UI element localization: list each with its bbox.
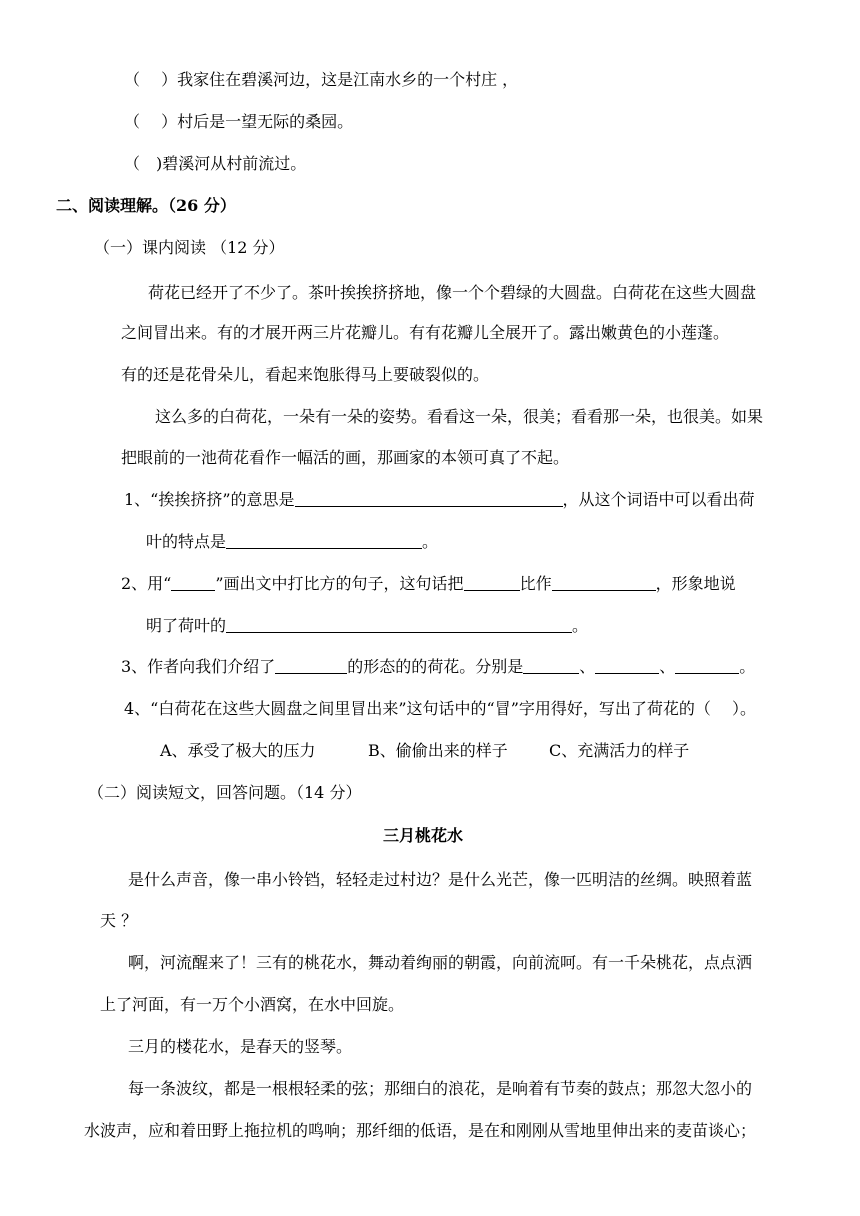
answer-blank[interactable] — [675, 657, 739, 674]
q4-option-b[interactable]: B、偷偷出来的样子 — [368, 741, 508, 760]
passage2-line-3: 啊，河流醒来了！三有的桃花水，舞动着绚丽的朝霞，向前流呵。有一千朵桃花，点点洒 — [128, 953, 753, 972]
answer-blank[interactable] — [552, 574, 656, 591]
passage2-line-2: 天 ？ — [100, 911, 138, 930]
passage1-line-4: 这么多的白荷花，一朵有一朵的姿势。看看这一朵，很美；看看那一朵，也很美。如果 — [155, 407, 764, 426]
part1-heading: （一）课内阅读 （12 分） — [94, 238, 285, 257]
answer-blank[interactable] — [523, 657, 579, 674]
passage2-line-4: 上了河面，有一万个小酒窝，在水中回旋。 — [100, 995, 405, 1014]
passage2-line-6: 每一条波纹，都是一根根轻柔的弦；那细白的浪花，是响着有节奏的鼓点；那忽大忽小的 — [128, 1079, 753, 1098]
top-item-2: （ ）村后是一望无际的桑园。 — [124, 112, 354, 131]
part2-heading: （二）阅读短文，回答问题。（14 分） — [88, 783, 362, 802]
question-3: 3、作者向我们介绍了 的形态的的荷花。分别是 、 、 。 — [121, 657, 756, 676]
passage2-line-1: 是什么声音，像一串小铃铛，轻轻走过村边？是什么光芒，像一匹明洁的丝绸。映照着蓝 — [128, 870, 753, 889]
passage2-line-7: 水波声，应和着田野上拖拉机的鸣响；那纤细的低语，是在和刚刚从雪地里伸出来的麦苗谈心； — [84, 1121, 757, 1140]
answer-blank[interactable] — [464, 574, 520, 591]
passage1-line-2: 之间冒出来。有的才展开两三片花瓣儿。有有花瓣儿全展开了。露出嫩黄色的小莲蓬。 — [121, 323, 730, 342]
answer-blank[interactable] — [595, 657, 659, 674]
passage1-line-3: 有的还是花骨朵儿，看起来饱胀得马上要破裂似的。 — [121, 365, 490, 384]
q4-option-c[interactable]: C、充满活力的样子 — [549, 741, 690, 760]
answer-blank[interactable] — [226, 616, 572, 633]
q4-option-a[interactable]: A、承受了极大的压力 — [160, 741, 316, 760]
top-item-1: （ ）我家住在碧溪河边，这是江南水乡的一个村庄 ， — [124, 70, 519, 89]
section-heading: 二、阅读理解。（26 分） — [56, 196, 236, 215]
passage1-line-1: 荷花已经开了不少了。茶叶挨挨挤挤地，像一个个碧绿的大圆盘。白荷花在这些大圆盘 — [148, 283, 757, 302]
top-item-3: （ )碧溪河从村前流过。 — [124, 154, 307, 173]
passage-title: 三月桃花水 — [383, 826, 464, 845]
answer-blank[interactable] — [171, 574, 215, 591]
question-2-line-2: 明了荷叶的 。 — [146, 616, 589, 635]
answer-blank[interactable] — [275, 657, 347, 674]
passage2-line-5: 三月的楼花水，是春天的竖琴。 — [128, 1037, 353, 1056]
answer-blank[interactable] — [226, 532, 422, 549]
question-2-line-1: 2、用“ ”画出文中打比方的句子，这句话把 比作 ，形象地说 — [121, 574, 736, 593]
answer-blank[interactable] — [295, 490, 563, 507]
passage1-line-5: 把眼前的一池荷花看作一幅活的画，那画家的本领可真了不起。 — [121, 448, 570, 467]
question-4: 4、“白荷花在这些大圆盘之间里冒出来”这句话中的“冒”字用得好，写出了荷花的（ ）。 — [124, 699, 756, 718]
question-1-line-2: 叶的特点是 。 — [146, 532, 439, 551]
question-1-line-1: 1、“挨挨挤挤”的意思是 ，从这个词语中可以看出荷 — [124, 490, 755, 509]
